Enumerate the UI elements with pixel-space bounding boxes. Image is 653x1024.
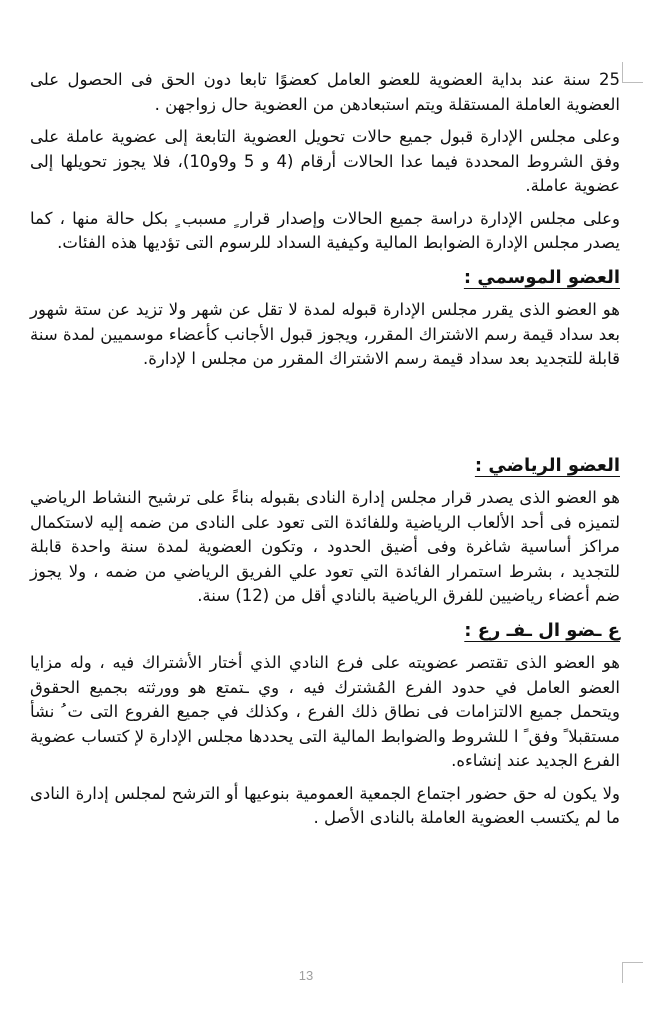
seasonal-member-text: هو العضو الذى يقرر مجلس الإدارة قبوله لمدة لا تقل عن شهر ولا تزيد عن ستة شهور بعد سداد قيمة رسم الاشتراك المقرر، ويجوز قبول الأجانب كأعضاء موسميين لمدة سنة قابلة للتجديد بعد سداد قيمة رسم الاشتراك المقرر من مجلس ا لإدارة. [30,300,620,368]
crop-mark-bottom [622,962,643,983]
branch-member-text: هو العضو الذى تقتصر عضويته على فرع النادي الذي أختار الأشتراك فيه ، وله مزايا العضو العامل في حدود الفرع المُشترك فيه ، وي ـتمتع هو وورثته بجميع الحقوق ويتحمل جميع الالتزامات فى نطاق ذلك الفرع ، وكذلك في جميع الفروع التى ت ُ نشأ مستقبلا ً وفق ً ا للشروط والضوابط المالية التى يحددها مجلس الإدارة لإ كتساب عضوية الفرع الجديد عند إنشاءه. [30,653,620,770]
crop-mark-top [622,62,643,83]
paragraph-membership-age: 25 سنة عند بداية العضوية للعضو العامل كعضوًا تابعا دون الحق فى الحصول على العضوية العاملة المستقلة ويتم استبعادهن من العضوية حال زواجهن . [30,70,620,114]
branch-member-heading: ع ـضو ال ـفـ رع : [464,619,620,641]
blank-space [30,380,620,452]
branch-member-note: ولا يكون له حق حضور اجتماع الجمعية العمومية بنوعيها أو الترشح لمجلس إدارة النادى ما لم يكتسب العضوية العاملة بالنادى الأصل . [30,783,620,827]
sports-member-text: هو العضو الذى يصدر قرار مجلس إدارة النادى بقبوله بناءً على ترشيح النشاط الرياضي لتميزه فى أحد الألعاب الرياضية وللفائدة التى تعود على النادى من ضمه إليه لاستكمال مراكز أساسية شاغرة وفى أضيق الحدود ، وتكون العضوية لمدة سنة واحدة قابلة للتجديد ، بشرط استمرار الفائدة التي تعود علي الفريق الرياضي من ضمه ، ولا يجوز ضم أعضاء رياضيين للفرق الرياضية بالنادي أقل من (12) سنة. [30,488,620,605]
seasonal-member-heading: العضو الموسمي : [463,266,620,288]
sports-member-heading: العضو الرياضي : [474,454,620,476]
page-number: 13 [298,968,314,983]
paragraph-board-decision: وعلى مجلس الإدارة دراسة جميع الحالات وإصدار قرار ٍ مسبب ٍ بكل حالة منها ، كما يصدر مجلس الإدارة الضوابط المالية وكيفية السداد للرسوم التى تؤديها هذه الفئات. [30,208,620,252]
paragraph-conversion: وعلى مجلس الإدارة قبول جميع حالات تحويل العضوية التابعة إلى عضوية عاملة على وفق الشروط المحددة فيما عدا الحالات أرقام (4 و 5 و9و10)، فلا يجوز تحويلها إلى عضوية عاملة. [30,127,621,195]
document-body [30,68,620,839]
